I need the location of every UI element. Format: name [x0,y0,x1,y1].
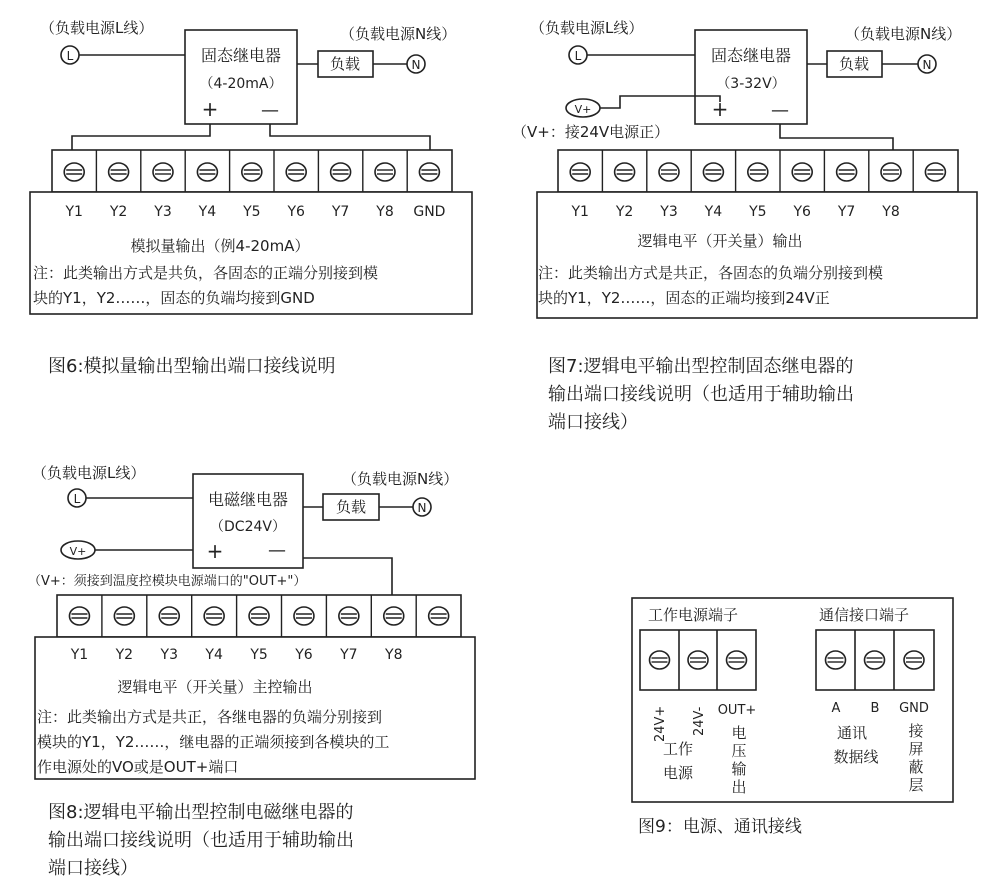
fig8-note-line1: 注：此类输出方式是共正，各继电器的负端分别接到 [37,708,383,726]
fig8-terminal-label-y3: Y3 [160,647,178,663]
fig7-screw-icon [792,163,812,181]
fig6-N-letter: N [411,58,421,72]
fig8-screw-icon [204,607,224,625]
fig8-load-N-label: （负载电源N线） [342,470,459,488]
fig9-term-B: B [870,701,880,716]
fig7-screw-icon [570,163,590,181]
fig6-screw-icon [375,163,395,181]
fig7-load-N-label: （负载电源N线） [845,25,962,43]
fig9-comm-group-line2: 数据线 [833,748,879,766]
fig8-load-L-label: （负载电源L线） [32,464,146,482]
fig8-terminal-label-y2: Y2 [115,647,134,663]
fig7-terminal-label-y7: Y7 [837,204,856,220]
figure-8 [28,464,475,879]
fig6-screw-icon [153,163,173,181]
fig9-screw-icon [650,651,670,669]
fig7-load-label: 负载 [838,55,870,73]
fig6-L-letter: L [66,49,74,63]
fig6-note-line2: 块的Y1，Y2……，固态的负端均接到GND [33,289,315,307]
fig8-relay-spec: （DC24V） [210,519,286,535]
fig8-vplus-note: （V+：须接到温度控模块电源端口的"OUT+"） [28,574,307,589]
fig9-power-group-line2: 电源 [662,764,694,782]
fig7-vplus-letter: V+ [574,103,592,116]
fig8-terminal-label-y8: Y8 [385,647,403,663]
fig6-terminal-label-y2: Y2 [109,204,128,220]
fig8-relay-name: 电磁继电器 [207,490,289,509]
fig7-caption-line1: 图7:逻辑电平输出型控制固态继电器的 [548,356,854,377]
fig9-out-label-3: 输 [731,760,747,778]
fig6-note-line1: 注：此类输出方式是共负，各固态的正端分别接到模 [33,264,379,282]
figure-6 [30,19,472,377]
fig9-out-label-1: 电 [731,724,747,742]
fig7-screw-icon [659,163,679,181]
fig7-relay-spec: （3-32V） [716,76,786,92]
fig7-screw-icon [925,163,945,181]
fig9-term-24vplus: 24V+ [653,705,668,742]
fig9-screw-icon [826,651,846,669]
fig8-screw-icon [429,607,449,625]
fig8-screw-icon [294,607,314,625]
fig8-terminal-label-y1: Y1 [70,647,89,663]
fig6-load-label: 负载 [329,55,361,73]
fig9-out-label-2: 压 [731,742,747,760]
fig6-screw-icon [286,163,306,181]
fig8-terminal-label-y7: Y7 [340,647,358,663]
fig7-output-title: 逻辑电平（开关量）输出 [637,232,803,250]
fig8-vplus-letter: V+ [69,545,87,558]
fig6-screw-icon [64,163,84,181]
fig6-load-L-label: （负载电源L线） [40,19,154,37]
fig7-screw-icon [748,163,768,181]
fig6-output-title: 模拟量输出（例4-20mA） [130,237,310,255]
fig7-caption-line2: 输出端口接线说明（也适用于辅助输出 [548,384,854,405]
fig8-note-line3: 作电源处的VO或是OUT+端口 [37,758,239,776]
fig9-screw-icon [904,651,924,669]
fig7-screw-icon [703,163,723,181]
fig8-screw-icon [114,607,134,625]
fig7-terminal-label-y3: Y3 [660,204,678,220]
fig6-relay-name: 固态继电器 [200,46,282,65]
fig9-shield-label-2: 屏 [908,740,924,758]
fig6-screw-icon [419,163,439,181]
fig8-terminal-label-y6: Y6 [295,647,313,663]
fig8-caption-line2: 输出端口接线说明（也适用于辅助输出 [48,830,354,851]
fig8-N-letter: N [417,501,427,515]
fig7-L-letter: L [574,49,582,63]
fig8-screw-icon [249,607,269,625]
fig7-terminal-label-y4: Y4 [704,204,723,220]
fig7-note-line2: 块的Y1，Y2……，固态的正端均接到24V正 [538,289,830,307]
fig9-shield-label-4: 层 [908,776,924,794]
fig7-relay-name: 固态继电器 [710,46,792,65]
fig9-term-outplus: OUT+ [717,703,757,718]
fig8-terminal-label-y5: Y5 [250,647,268,663]
figure-9 [632,598,953,837]
fig8-note-line2: 模块的Y1，Y2……，继电器的正端须接到各模块的工 [37,733,390,751]
fig7-relay-minus: — [771,100,789,121]
fig7-screw-icon [837,163,857,181]
fig8-screw-icon [339,607,359,625]
fig8-screw-icon [384,607,404,625]
fig6-caption: 图6:模拟量输出型输出端口接线说明 [48,356,336,377]
fig9-term-24vminus: 24V- [692,706,707,736]
fig8-output-title: 逻辑电平（开关量）主控输出 [117,678,313,696]
fig6-relay-minus: — [261,100,279,121]
fig8-screw-icon [69,607,89,625]
fig6-terminal-label-y7: Y7 [331,204,350,220]
fig9-screw-icon [865,651,885,669]
fig9-power-title: 工作电源端子 [648,606,739,624]
fig9-comm-title: 通信接口端子 [819,606,910,624]
fig7-screw-icon [615,163,635,181]
fig8-relay-plus: + [206,539,224,563]
fig8-caption-line3: 端口接线） [48,858,138,879]
fig7-terminal-label-y2: Y2 [615,204,634,220]
fig7-terminal-label-y1: Y1 [571,204,589,220]
fig6-terminal-label-y8: Y8 [376,204,394,220]
fig7-relay-plus: + [711,97,729,121]
fig6-relay-plus: + [201,97,219,121]
fig9-caption: 图9：电源、通讯接线 [638,817,802,837]
fig8-load-label: 负载 [335,498,367,516]
fig7-terminal-label-y6: Y6 [793,204,811,220]
fig6-terminal-label-y5: Y5 [243,204,261,220]
fig6-screw-icon [331,163,351,181]
figure-7 [512,19,977,433]
fig7-caption-line3: 端口接线） [548,412,638,433]
fig8-relay-minus: — [268,540,286,561]
fig9-comm-group-line1: 通讯 [836,724,868,742]
fig9-shield-label-1: 接 [908,722,924,740]
fig9-shield-label-3: 蔽 [908,758,924,776]
fig7-screw-icon [881,163,901,181]
fig9-screw-icon [727,651,747,669]
fig7-vplus-note: （V+：接24V电源正） [512,123,670,141]
fig6-screw-icon [242,163,262,181]
fig6-terminal-labels [64,204,445,220]
fig8-caption-line1: 图8:逻辑电平输出型控制电磁继电器的 [48,802,354,823]
fig6-screw-icon [109,163,129,181]
fig8-L-letter: L [73,492,81,506]
fig6-load-N-label: （负载电源N线） [340,25,457,43]
fig6-relay-spec: （4-20mA） [199,76,283,92]
fig6-terminal-label-gnd: GND [413,204,446,220]
fig7-terminal-label-y5: Y5 [749,204,767,220]
fig6-terminal-label-y1: Y1 [65,204,83,220]
fig7-terminal-label-y8: Y8 [882,204,900,220]
fig9-out-label-4: 出 [731,778,747,796]
fig7-load-L-label: （负载电源L线） [530,19,644,37]
fig9-term-A: A [831,701,841,716]
fig6-terminal-label-y3: Y3 [154,204,172,220]
fig9-power-group-line1: 工作 [662,740,694,758]
fig8-screw-icon [159,607,179,625]
fig6-terminal-label-y6: Y6 [287,204,305,220]
fig7-N-letter: N [922,58,932,72]
fig9-term-GND: GND [899,701,929,716]
fig8-terminal-label-y4: Y4 [205,647,223,663]
fig7-note-line1: 注：此类输出方式是共正，各固态的负端分别接到模 [538,264,884,282]
fig9-screw-icon [688,651,708,669]
fig6-screw-icon [197,163,217,181]
fig6-terminal-label-y4: Y4 [198,204,217,220]
